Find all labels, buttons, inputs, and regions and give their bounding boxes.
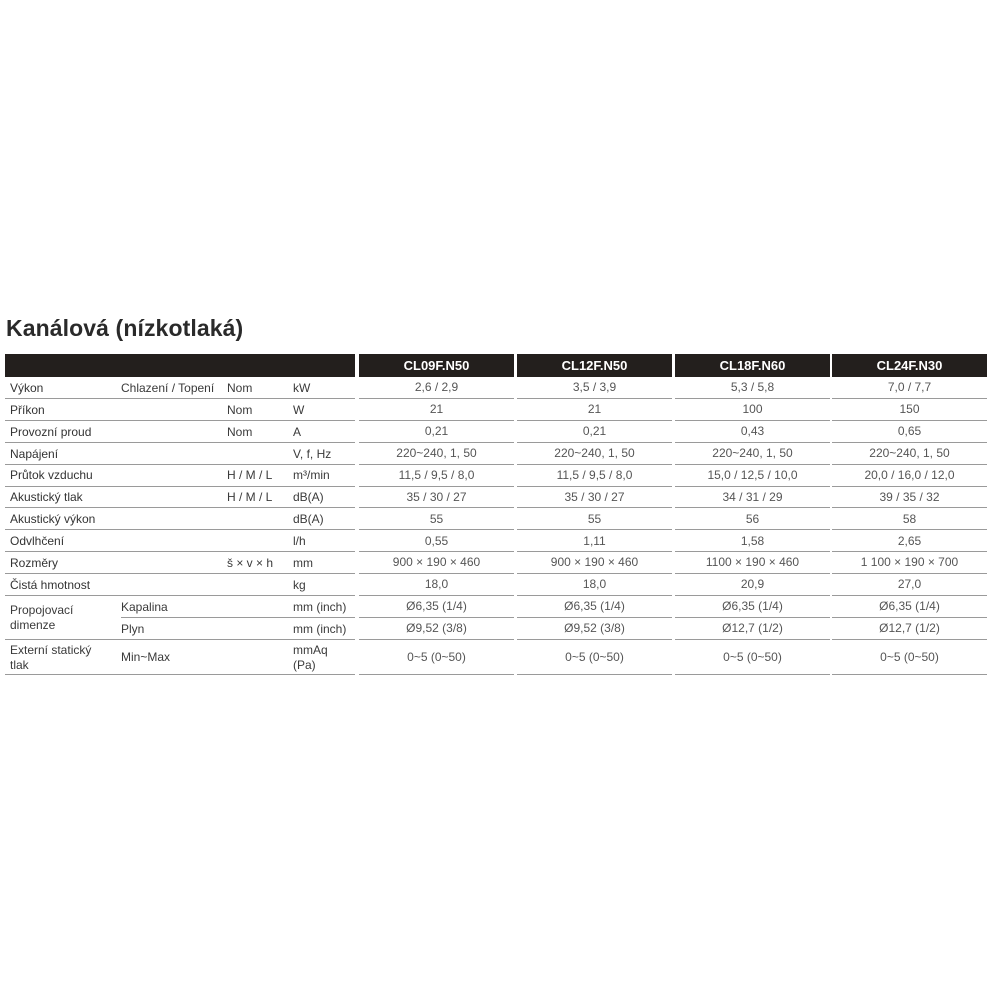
- table-row: [5, 552, 987, 574]
- row-condition: [121, 530, 231, 552]
- row-condition: Min~Max: [121, 650, 171, 665]
- value-cell: Ø6,35 (1/4): [832, 596, 987, 618]
- row-qualifier: [227, 574, 289, 596]
- table-row: [5, 530, 987, 552]
- row-unit: mmAq (Pa): [293, 642, 328, 672]
- value-cell: 0~5 (0~50): [359, 640, 514, 675]
- row-qualifier: Nom: [227, 402, 253, 417]
- value-cell: 0~5 (0~50): [675, 640, 830, 675]
- row-unit: A: [293, 424, 302, 439]
- header-label-block: [5, 354, 355, 377]
- value-cell: 0,21: [517, 421, 672, 443]
- page-title: Kanálová (nízkotlaká): [6, 315, 244, 341]
- table-row: [5, 596, 987, 640]
- value-cell: 34 / 31 / 29: [675, 487, 830, 509]
- row-unit: kW: [293, 380, 311, 395]
- table-row: [5, 508, 987, 530]
- table-row: [5, 421, 987, 443]
- row-qualifier: H / M / L: [227, 490, 273, 505]
- row-qualifier: [227, 443, 289, 465]
- row-unit: mm: [293, 555, 313, 570]
- value-cell: 0~5 (0~50): [832, 640, 987, 675]
- value-cell: 1,11: [517, 530, 672, 552]
- value-cell: 18,0: [517, 574, 672, 596]
- value-cell: 100: [675, 399, 830, 421]
- row-label: Propojovací dimenze: [10, 603, 74, 633]
- value-cell: 900 × 190 × 460: [517, 552, 672, 574]
- row-label: Akustický tlak: [10, 490, 83, 505]
- row-condition: [121, 508, 231, 530]
- row-unit: m³/min: [293, 468, 330, 483]
- row-label: Napájení: [10, 446, 59, 461]
- row-qualifier: [227, 508, 289, 530]
- row-unit: dB(A): [293, 512, 324, 527]
- value-cell: 21: [517, 399, 672, 421]
- value-cell: 11,5 / 9,5 / 8,0: [517, 465, 672, 487]
- value-cell: Ø6,35 (1/4): [675, 596, 830, 618]
- value-cell: 7,0 / 7,7: [832, 377, 987, 399]
- row-condition: [121, 574, 231, 596]
- row-condition: Kapalina: [121, 599, 168, 614]
- value-cell: 2,6 / 2,9: [359, 377, 514, 399]
- value-cell: 1 100 × 190 × 700: [832, 552, 987, 574]
- row-qualifier: Nom: [227, 380, 253, 395]
- value-cell: Ø6,35 (1/4): [359, 596, 514, 618]
- row-unit: mm (inch): [293, 621, 347, 636]
- value-cell: 150: [832, 399, 987, 421]
- row-qualifier: Nom: [227, 424, 253, 439]
- table-row: [5, 377, 987, 399]
- table-row: [5, 443, 987, 465]
- value-cell: 55: [359, 508, 514, 530]
- table-body: [5, 377, 987, 596]
- row-label: Rozměry: [10, 555, 59, 570]
- value-cell: 900 × 190 × 460: [359, 552, 514, 574]
- row-label: Výkon: [10, 380, 44, 395]
- value-cell: 0,43: [675, 421, 830, 443]
- model-header: CL12F.N50: [517, 354, 672, 377]
- row-condition: [121, 443, 231, 465]
- row-label: Příkon: [10, 402, 45, 417]
- value-cell: 21: [359, 399, 514, 421]
- model-header: CL09F.N50: [359, 354, 514, 377]
- row-qualifier: [227, 530, 289, 552]
- value-cell: 3,5 / 3,9: [517, 377, 672, 399]
- value-cell: Ø9,52 (3/8): [359, 618, 514, 640]
- row-qualifier: š × v × h: [227, 555, 274, 570]
- value-cell: 18,0: [359, 574, 514, 596]
- value-cell: 35 / 30 / 27: [517, 487, 672, 509]
- row-condition: [121, 552, 231, 574]
- value-cell: 15,0 / 12,5 / 10,0: [675, 465, 830, 487]
- value-cell: 55: [517, 508, 672, 530]
- row-label: Provozní proud: [10, 424, 92, 439]
- row-unit: mm (inch): [293, 599, 347, 614]
- value-cell: 0,55: [359, 530, 514, 552]
- row-qualifier: H / M / L: [227, 468, 273, 483]
- value-cell: 39 / 35 / 32: [832, 487, 987, 509]
- value-cell: 56: [675, 508, 830, 530]
- row-unit: dB(A): [293, 490, 324, 505]
- value-cell: 220~240, 1, 50: [359, 443, 514, 465]
- value-cell: 0~5 (0~50): [517, 640, 672, 675]
- table-row: [5, 640, 987, 675]
- value-cell: 27,0: [832, 574, 987, 596]
- table-row: [5, 465, 987, 487]
- value-cell: 0,21: [359, 421, 514, 443]
- value-cell: 20,9: [675, 574, 830, 596]
- row-condition: Chlazení / Topení: [121, 380, 215, 395]
- spec-table: [5, 354, 987, 675]
- value-cell: 1,58: [675, 530, 830, 552]
- row-condition: [121, 465, 231, 487]
- row-unit: l/h: [293, 534, 306, 549]
- table-row: [5, 487, 987, 509]
- value-cell: 220~240, 1, 50: [517, 443, 672, 465]
- model-header: CL18F.N60: [675, 354, 830, 377]
- row-condition: Plyn: [121, 621, 145, 636]
- row-unit: kg: [293, 577, 306, 592]
- row-condition: [121, 421, 231, 443]
- value-cell: Ø9,52 (3/8): [517, 618, 672, 640]
- value-cell: Ø6,35 (1/4): [517, 596, 672, 618]
- value-cell: 11,5 / 9,5 / 8,0: [359, 465, 514, 487]
- row-label: Akustický výkon: [10, 512, 96, 527]
- value-cell: 20,0 / 16,0 / 12,0: [832, 465, 987, 487]
- value-cell: Ø12,7 (1/2): [675, 618, 830, 640]
- row-condition: [121, 487, 231, 509]
- value-cell: 220~240, 1, 50: [832, 443, 987, 465]
- value-cell: 35 / 30 / 27: [359, 487, 514, 509]
- row-unit: V, f, Hz: [293, 446, 332, 461]
- row-label: Externí statický tlak: [10, 642, 92, 672]
- row-condition: [121, 399, 231, 421]
- value-cell: Ø12,7 (1/2): [832, 618, 987, 640]
- table-row: [5, 399, 987, 421]
- value-cell: 0,65: [832, 421, 987, 443]
- value-cell: 2,65: [832, 530, 987, 552]
- row-label: Odvlhčení: [10, 534, 65, 549]
- value-cell: 220~240, 1, 50: [675, 443, 830, 465]
- model-header: CL24F.N30: [832, 354, 987, 377]
- row-unit: W: [293, 402, 305, 417]
- table-row: [5, 574, 987, 596]
- value-cell: 58: [832, 508, 987, 530]
- value-cell: 5,3 / 5,8: [675, 377, 830, 399]
- row-label: Čistá hmotnost: [10, 577, 91, 592]
- value-cell: 1100 × 190 × 460: [675, 552, 830, 574]
- row-label: Průtok vzduchu: [10, 468, 93, 483]
- table-header: [5, 354, 987, 377]
